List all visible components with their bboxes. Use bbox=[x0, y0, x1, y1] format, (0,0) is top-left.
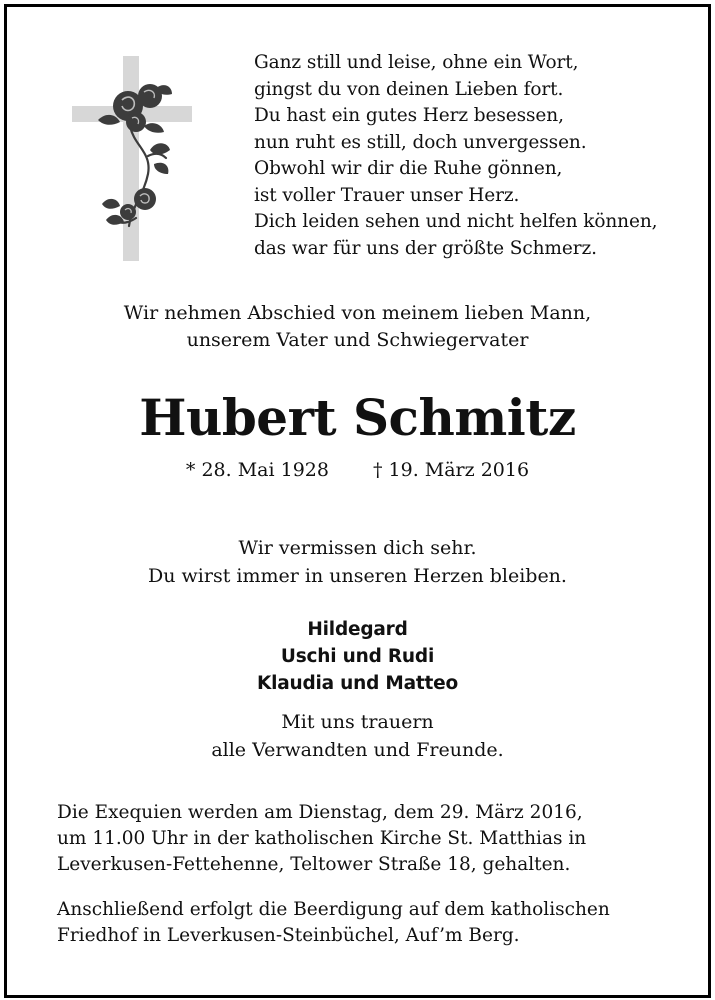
poem-line: Ganz still und leise, ohne ein Wort, bbox=[254, 52, 579, 73]
message-line: Du wirst immer in unseren Herzen bleiben. bbox=[148, 565, 567, 587]
death-date: † 19. März 2016 bbox=[372, 459, 530, 481]
family-member: Klaudia und Matteo bbox=[256, 673, 459, 694]
message-line: Wir vermissen dich sehr. bbox=[238, 537, 477, 559]
mourners-line: alle Verwandten und Freunde. bbox=[211, 739, 504, 761]
poem-line: ist voller Trauer unser Herz. bbox=[254, 184, 520, 206]
poem bbox=[254, 50, 694, 262]
cross-with-roses-icon bbox=[72, 56, 192, 261]
cross-vertical-bar bbox=[123, 56, 139, 261]
poem-line: gingst du von deinen Lieben fort. bbox=[254, 78, 564, 100]
poem-line: Du hast ein gutes Herz besessen, bbox=[254, 105, 564, 126]
service-line: Leverkusen-Fettehenne, Teltower Straße 18, gehalten. bbox=[57, 854, 571, 875]
birth-date: * 28. Mai 1928 bbox=[185, 459, 329, 481]
burial-line: Friedhof in Leverkusen-Steinbüchel, Auf’m Berg. bbox=[57, 925, 520, 946]
poem-line: das war für uns der größte Schmerz. bbox=[254, 237, 597, 259]
service-details bbox=[57, 800, 677, 878]
family-member: Uschi und Rudi bbox=[280, 646, 435, 667]
poem-line: Obwohl wir dir die Ruhe gönnen, bbox=[254, 158, 563, 179]
service-line: um 11.00 Uhr in der katholischen Kirche St. Matthias in bbox=[57, 828, 587, 849]
service-line: Die Exequien werden am Dienstag, dem 29. März 2016, bbox=[57, 802, 583, 823]
life-dates bbox=[0, 456, 715, 484]
memorial-message bbox=[0, 534, 715, 590]
intro-line: Wir nehmen Abschied von meinem lieben Mann, bbox=[123, 302, 592, 324]
intro-line: unserem Vater und Schwiegervater bbox=[186, 329, 529, 351]
poem-line: Dich leiden sehen und nicht helfen können, bbox=[254, 211, 658, 232]
mourners-line: Mit uns trauern bbox=[281, 711, 434, 733]
family-signatories bbox=[0, 616, 715, 697]
burial-details bbox=[57, 897, 677, 949]
burial-line: Anschließend erfolgt die Beerdigung auf dem katholischen bbox=[57, 899, 610, 920]
family-member: Hildegard bbox=[307, 619, 408, 640]
farewell-intro bbox=[0, 300, 715, 354]
mourners-note bbox=[0, 708, 715, 764]
poem-line: nun ruht es still, doch unvergessen. bbox=[254, 131, 587, 153]
deceased-name: Hubert Schmitz bbox=[139, 388, 576, 447]
